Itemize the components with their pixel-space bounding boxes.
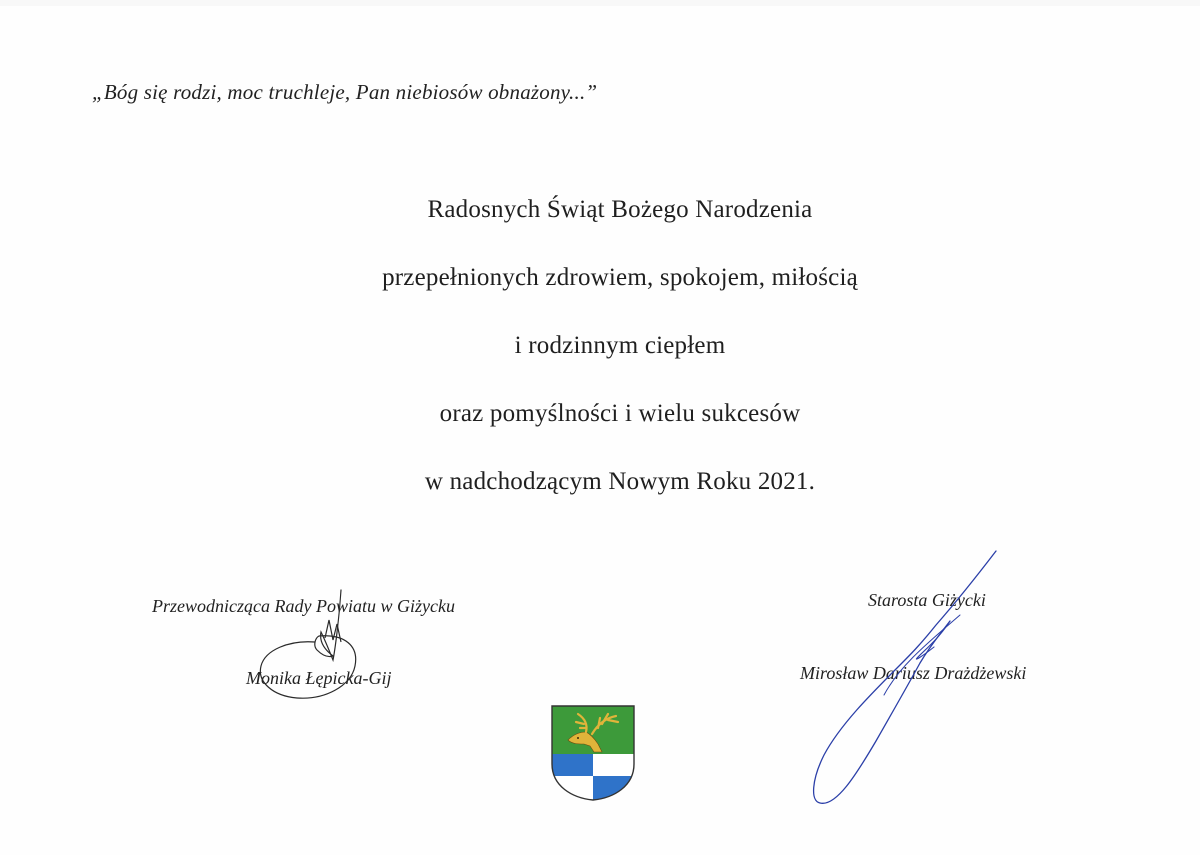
greeting-text (0, 176, 1200, 516)
right-signatory-role: Starosta Giżycki (868, 590, 986, 610)
left-signatory-role: Przewodnicząca Rady Powiatu w Giżycku (152, 596, 455, 616)
greeting-line: i rodzinnym ciepłem (514, 332, 726, 359)
greeting-line: Radosnych Świąt Bożego Narodzenia (427, 196, 813, 223)
greeting-line: oraz pomyślności i wielu sukcesów (439, 400, 801, 427)
coat-of-arms-crest (550, 704, 636, 802)
greeting-line: przepełnionych zdrowiem, spokojem, miłością (382, 264, 858, 291)
left-signatory-name: Monika Łępicka-Gij (246, 668, 392, 688)
scan-edge-top (0, 0, 1200, 6)
greeting-line: w nadchodzącym Nowym Roku 2021. (424, 468, 816, 495)
carol-quote: „Bóg się rodzi, moc truchleje, Pan niebiosów obnażony...” (92, 80, 598, 104)
right-signatory-name: Mirosław Dariusz Drażdżewski (800, 663, 1027, 683)
